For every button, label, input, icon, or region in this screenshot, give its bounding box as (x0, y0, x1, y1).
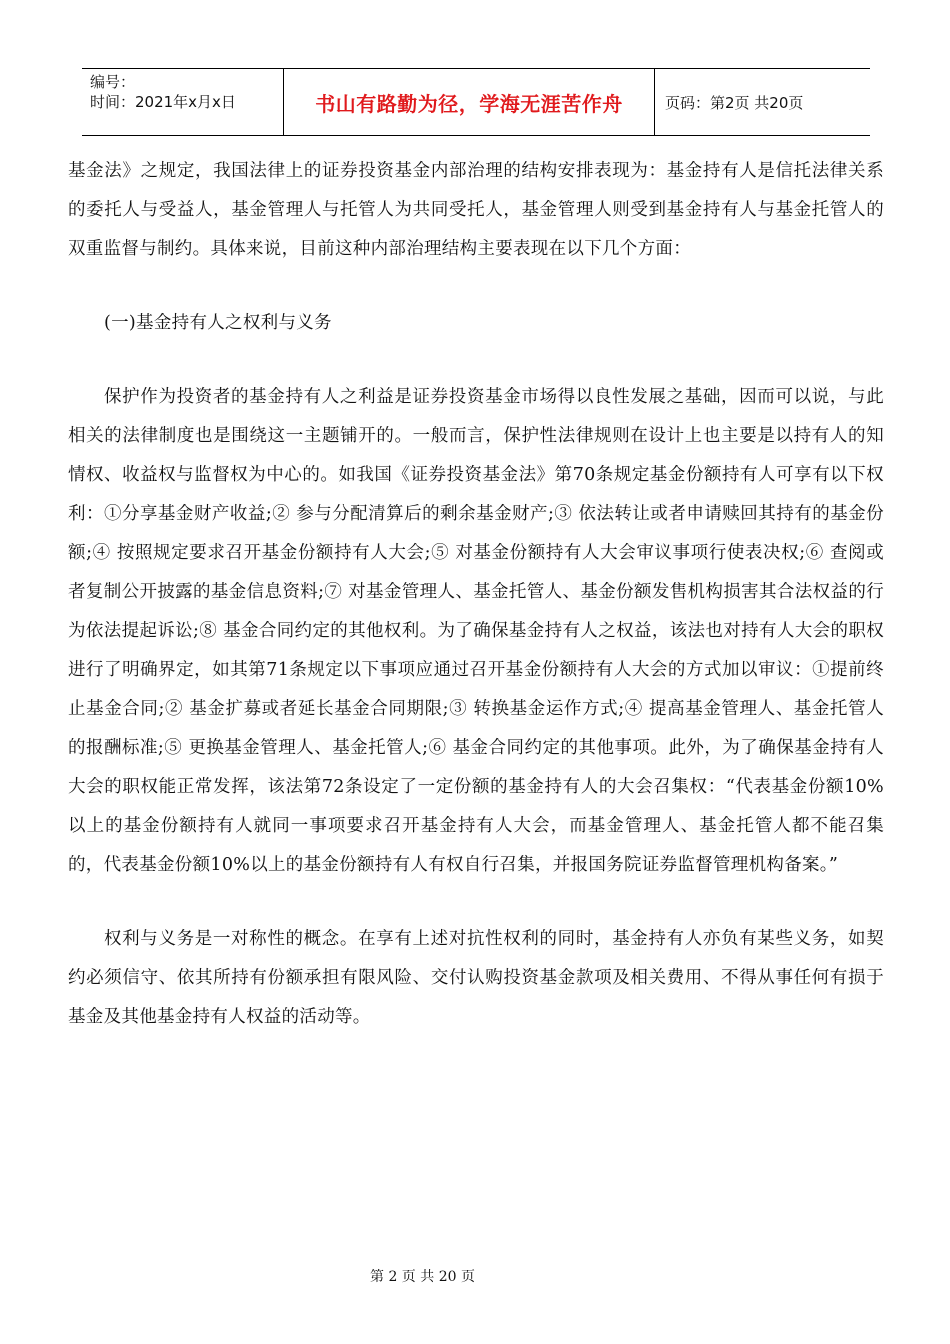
page-header (82, 68, 870, 136)
page-footer: 第 2 页 共 20 页 (370, 1269, 475, 1285)
header-page-info: 页码：第2页 共20页 (665, 93, 804, 112)
paragraph-rights: 保护作为投资者的基金持有人之利益是证券投资基金市场得以良性发展之基础，因而可以说，与此相关的法律制度也是围绕这一主题铺开的。一般而言，保护性法律规则在设计上也主要是以持有人的知情权、收益权与监督权为中心的。如我国《证券投资基金法》第70条规定基金份额持有人可享有以下权利：①分享基金财产收益;② 参与分配清算后的剩余基金财产;③ 依法转让或者申请赎回其持有的基金份额;④ 按照规定要求召开基金份额持有人大会;⑤ 对基金份额持有人大会审议事项行使表决权;⑥ 查阅或者复制公开披露的基金信息资料;⑦ 对基金管理人、基金托管人、基金份额发售机构损害其合法权益的行为依法提起诉讼;⑧ 基金合同约定的其他权利。为了确保基金持有人之权益，该法也对持有人大会的职权进行了明确界定，如其第71条规定以下事项应通过召开基金份额持有人大会的方式加以审议：①提前终止基金合同;② 基金扩募或者延长基金合同期限;③ 转换基金运作方式;④ 提高基金管理人、基金托管人的报酬标准;⑤ 更换基金管理人、基金托管人;⑥ 基金合同约定的其他事项。此外，为了确保基金持有人大会的职权能正常发挥，该法第72条设定了一定份额的基金持有人的大会召集权：“代表基金份额10%以上的基金份额持有人就同一事项要求召开基金持有人大会，而基金管理人、基金托管人都不能召集的，代表基金份额10%以上的基金份额持有人有权自行召集，并报国务院证券监督管理机构备案。” (68, 387, 884, 875)
paragraph-continuation: 基金法》之规定，我国法律上的证券投资基金内部治理的结构安排表现为：基金持有人是信托法律关系的委托人与受益人，基金管理人与托管人为共同受托人，基金管理人则受到基金持有人与基金托管人的双重监督与制约。具体来说，目前这种内部治理结构主要表现在以下几个方面： (68, 161, 884, 259)
section-heading: (一)基金持有人之权利与义务 (104, 313, 332, 333)
time-label: 时间：2021年x月x日 (90, 93, 236, 111)
header-slogan: 书山有路勤为径，学海无涯苦作舟 (284, 69, 655, 135)
code-label: 编号： (90, 73, 136, 91)
header-meta (82, 69, 284, 135)
document-body (68, 152, 884, 1037)
paragraph-obligations: 权利与义务是一对称性的概念。在享有上述对抗性权利的同时，基金持有人亦负有某些义务，如契约必须信守、依其所持有份额承担有限风险、交付认购投资基金款项及相关费用、不得从事任何有损于基金及其他基金持有人权益的活动等。 (68, 929, 884, 1027)
